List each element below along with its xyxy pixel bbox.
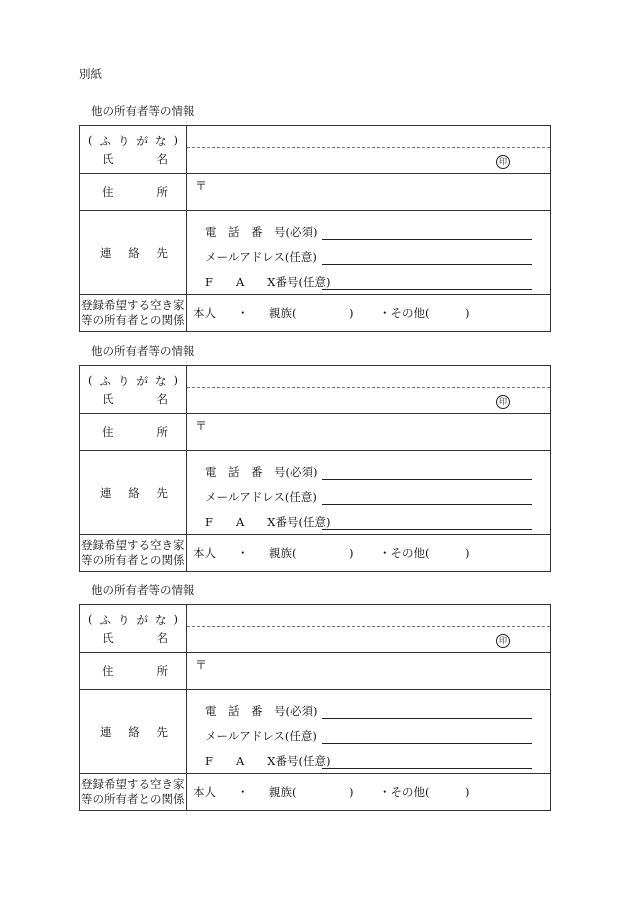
fax-line: F A X番号(任意) [187,505,550,530]
name-label: 氏 名 [102,391,168,406]
relation-self[interactable]: 本人 [193,785,216,799]
furigana-label: ( ふ り が な ) [88,132,178,148]
address-field[interactable] [187,414,551,451]
relation-relative[interactable]: 親族( [269,785,297,799]
contact-fields [187,211,551,295]
furigana-label: ( ふ り が な ) [88,372,178,388]
relation-relative[interactable]: 親族( [269,306,297,320]
furigana-divider [187,147,550,148]
phone-input[interactable] [322,706,532,719]
phone-line: 電 話 番 号(必須) [187,215,550,240]
address-label: 住 所 [80,174,187,211]
phone-line: 電 話 番 号(必須) [187,455,550,480]
name-label-cell [80,366,187,414]
furigana-divider [187,626,550,627]
contact-label: 連 絡 先 [80,211,187,295]
owner-info-form [79,125,551,332]
contact-label: 連 絡 先 [80,451,187,535]
relation-label: 登録希望する空き家 等の所有者との関係 [80,535,187,572]
relation-label: 登録希望する空き家 等の所有者との関係 [80,774,187,811]
name-label: 氏 名 [102,630,168,645]
address-label: 住 所 [80,414,187,451]
relation-relative[interactable]: 親族( [269,546,297,560]
email-input[interactable] [322,252,532,265]
email-input[interactable] [322,731,532,744]
relation-field[interactable]: 本人 ・ 親族( ) ・その他( ) [187,774,551,811]
seal-icon: 印 [496,634,510,648]
relation-other[interactable]: ・その他( [379,306,430,320]
section-title: 他の所有者等の情報 [91,344,195,358]
name-field[interactable] [187,366,551,414]
attachment-label: 別紙 [79,67,102,81]
contact-fields [187,690,551,774]
fax-line: F A X番号(任意) [187,265,550,290]
relation-field[interactable]: 本人 ・ 親族( ) ・その他( ) [187,295,551,332]
seal-icon: 印 [496,155,510,169]
owner-info-form [79,365,551,572]
name-label-cell [80,605,187,653]
postal-mark-icon: 〒 [195,658,208,672]
phone-line: 電 話 番 号(必須) [187,694,550,719]
fax-input[interactable] [322,277,532,290]
contact-fields [187,451,551,535]
address-label: 住 所 [80,653,187,690]
section-title: 他の所有者等の情報 [91,104,195,118]
phone-input[interactable] [322,227,532,240]
name-field[interactable] [187,605,551,653]
email-line: メールアドレス(任意) [187,480,550,505]
owner-info-form [79,604,551,811]
name-field[interactable] [187,126,551,174]
fax-input[interactable] [322,517,532,530]
phone-input[interactable] [322,467,532,480]
address-field[interactable] [187,653,551,690]
relation-label: 登録希望する空き家 等の所有者との関係 [80,295,187,332]
postal-mark-icon: 〒 [195,419,208,433]
postal-mark-icon: 〒 [195,179,208,193]
name-label: 氏 名 [102,151,168,166]
email-line: メールアドレス(任意) [187,719,550,744]
relation-self[interactable]: 本人 [193,546,216,560]
furigana-divider [187,387,550,388]
name-label-cell [80,126,187,174]
relation-self[interactable]: 本人 [193,306,216,320]
email-line: メールアドレス(任意) [187,240,550,265]
relation-other[interactable]: ・その他( [379,546,430,560]
contact-label: 連 絡 先 [80,690,187,774]
relation-field[interactable]: 本人 ・ 親族( ) ・その他( ) [187,535,551,572]
seal-icon: 印 [496,395,510,409]
relation-other[interactable]: ・その他( [379,785,430,799]
address-field[interactable] [187,174,551,211]
section-title: 他の所有者等の情報 [91,583,195,597]
fax-input[interactable] [322,756,532,769]
fax-line: F A X番号(任意) [187,744,550,769]
furigana-label: ( ふ り が な ) [88,611,178,627]
email-input[interactable] [322,492,532,505]
